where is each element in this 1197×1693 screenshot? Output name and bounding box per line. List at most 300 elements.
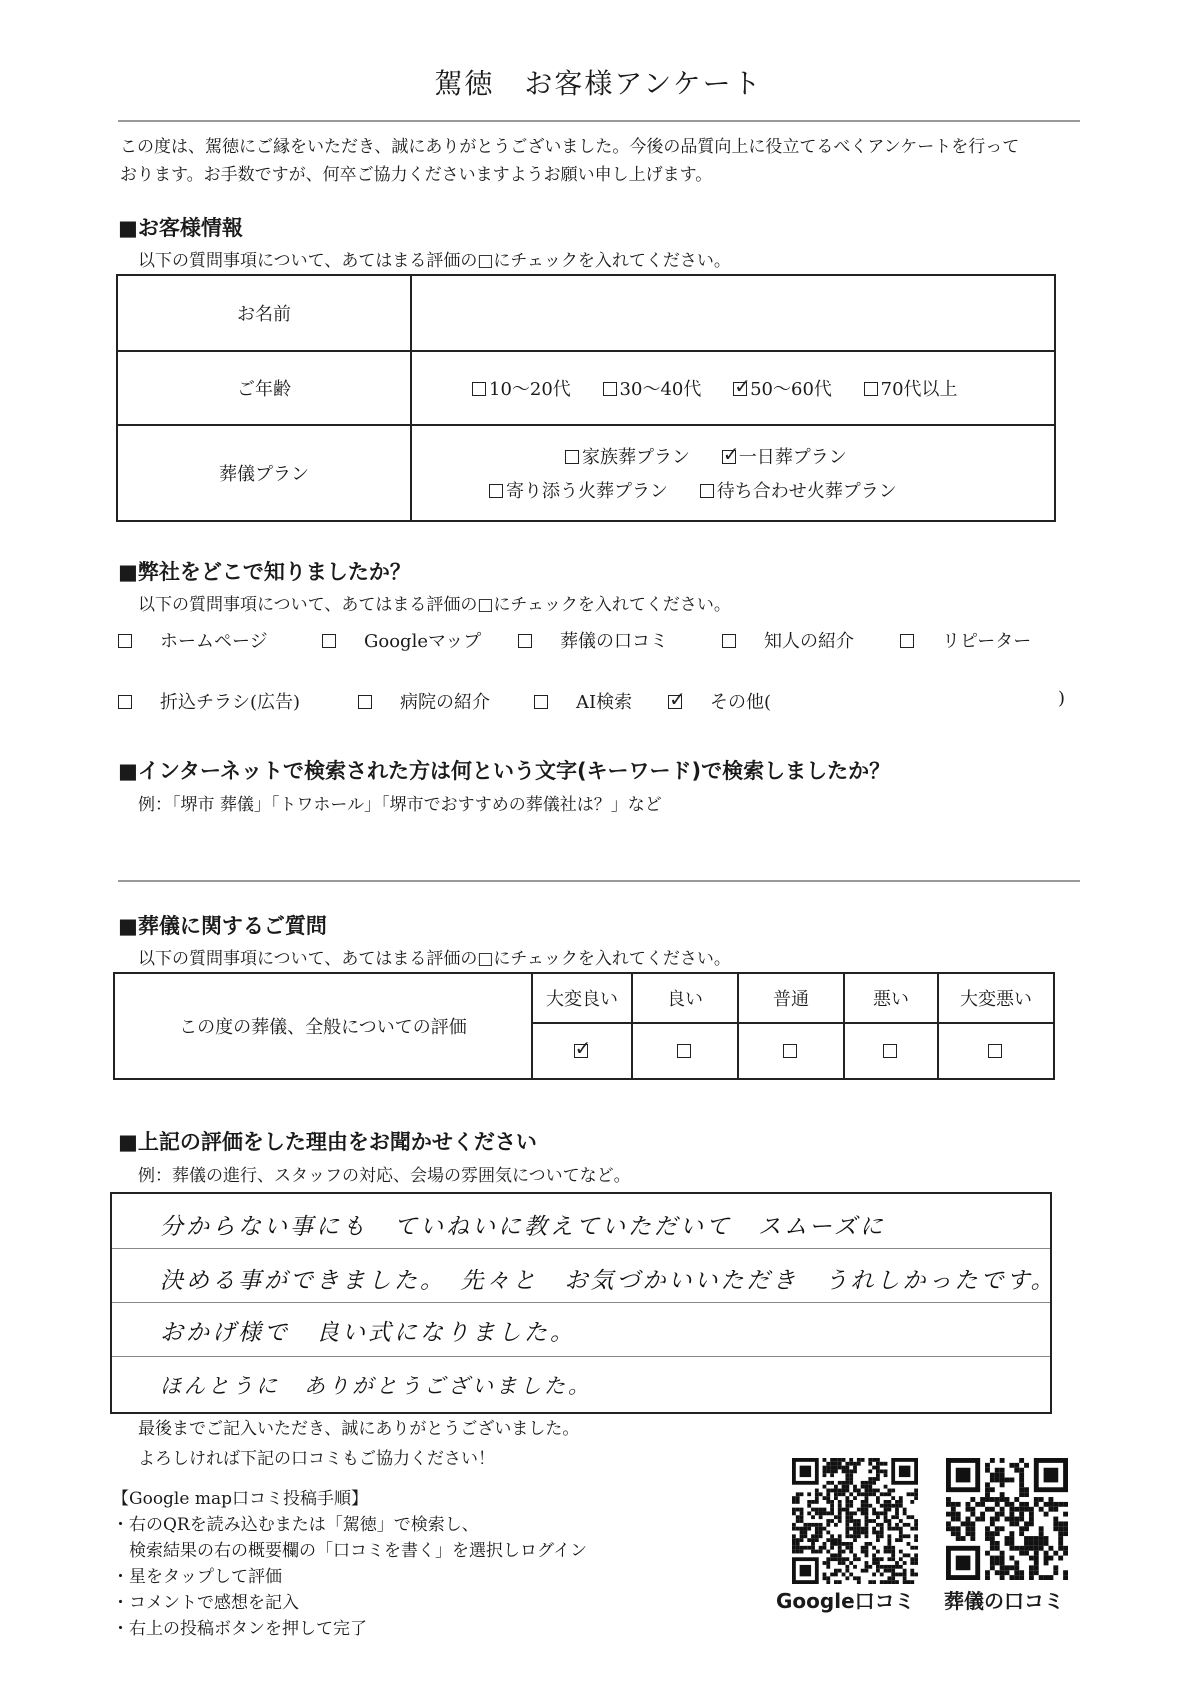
checkbox-icon[interactable]: [783, 1044, 797, 1058]
qr-module: [995, 1497, 1000, 1502]
ruled-line: [112, 1302, 1050, 1303]
checkbox-checked-icon[interactable]: [574, 1044, 588, 1058]
qr-module: [800, 1527, 804, 1531]
qr-module: [826, 1469, 830, 1473]
source-option-ai-search[interactable]: AI検索: [534, 688, 632, 714]
qr-module: [966, 1531, 971, 1536]
qr-module: [880, 1492, 884, 1496]
funeral-review-label: 葬儀の口コミ: [944, 1589, 1064, 1613]
qr-module: [849, 1515, 853, 1519]
qr-module: [796, 1542, 800, 1546]
qr-module: [838, 1489, 842, 1493]
qr-module: [903, 1523, 907, 1527]
qr-module: [823, 1576, 827, 1580]
qr-module: [876, 1534, 880, 1538]
qr-module: [1009, 1546, 1014, 1551]
qr-module: [1053, 1526, 1058, 1531]
qr-module: [903, 1561, 907, 1565]
qr-module: [990, 1521, 995, 1526]
source-option-hospital[interactable]: 病院の紹介: [358, 688, 490, 714]
qr-module: [887, 1576, 891, 1580]
qr-module: [1014, 1570, 1019, 1575]
qr-module: [834, 1515, 838, 1519]
qr-module: [985, 1531, 990, 1536]
qr-module: [1019, 1487, 1024, 1492]
qr-module: [1029, 1575, 1034, 1580]
qr-module: [1034, 1541, 1039, 1546]
qr-module: [985, 1526, 990, 1531]
qr-module: [865, 1500, 869, 1504]
qr-module: [995, 1526, 1000, 1531]
qr-module: [985, 1575, 990, 1580]
source-option-funeral-review[interactable]: 葬儀の口コミ: [518, 627, 668, 653]
plan-option-family[interactable]: 家族葬プラン: [565, 443, 690, 469]
customer-info-table: [116, 274, 1056, 522]
handwritten-line: 分からない事にも ていねいに教えていただいて スムーズに: [160, 1214, 886, 1240]
qr-module: [880, 1580, 884, 1584]
qr-module: [887, 1557, 891, 1561]
qr-module: [792, 1546, 796, 1550]
source-option-google-map[interactable]: Googleマップ: [322, 627, 481, 653]
qr-module: [842, 1481, 846, 1485]
qr-module: [1019, 1512, 1024, 1517]
qr-module: [826, 1523, 830, 1527]
qr-module: [887, 1519, 891, 1523]
qr-module: [838, 1542, 842, 1546]
rating-table: [113, 972, 1055, 1080]
plan-option-machiawase[interactable]: 待ち合わせ火葬プラン: [700, 477, 897, 503]
qr-module: [995, 1560, 1000, 1565]
qr-module: [1053, 1551, 1058, 1556]
qr-module: [826, 1531, 830, 1535]
qr-module: [910, 1527, 914, 1531]
qr-module: [826, 1481, 830, 1485]
qr-module: [899, 1538, 903, 1542]
qr-module: [956, 1512, 961, 1517]
qr-module: [815, 1492, 819, 1496]
qr-module: [946, 1497, 951, 1502]
qr-module: [1014, 1468, 1019, 1473]
source-option-other[interactable]: ✓ その他(: [668, 688, 771, 714]
funeral-review-qr-code-icon[interactable]: [946, 1458, 1068, 1580]
qr-module: [826, 1496, 830, 1500]
qr-module: [830, 1573, 834, 1577]
intro-line: おります。お手数ですが、何卒ご協力くださいますようお願い申し上げます。: [120, 165, 713, 185]
qr-module: [803, 1534, 807, 1538]
qr-module: [966, 1502, 971, 1507]
qr-module: [819, 1546, 823, 1550]
qr-module: [1039, 1536, 1044, 1541]
qr-module: [838, 1561, 842, 1565]
qr-module: [815, 1538, 819, 1542]
qr-module: [1044, 1575, 1049, 1580]
qr-module: [842, 1458, 846, 1462]
qr-module: [815, 1527, 819, 1531]
qr-module: [895, 1527, 899, 1531]
plan-label: 葬儀プラン: [117, 425, 411, 521]
qr-module: [815, 1496, 819, 1500]
qr-module: [1000, 1565, 1005, 1570]
qr-module: [1029, 1565, 1034, 1570]
qr-module: [872, 1511, 876, 1515]
intro-line: この度は、駕徳にご縁をいただき、誠にありがとうございました。今後の品質向上に役立てるべくアンケートを行って: [120, 137, 1020, 157]
age-option-30-40[interactable]: 30～40代: [603, 375, 702, 401]
keyword-example: 例：「堺市 葬儀」「トワホール」「堺市でおすすめの葬儀社は？」など: [138, 795, 662, 815]
plan-option-yorisou[interactable]: 寄り添う火葬プラン: [489, 477, 668, 503]
qr-module: [884, 1546, 888, 1550]
qr-module: [792, 1523, 796, 1527]
qr-module: [990, 1546, 995, 1551]
qr-module: [872, 1477, 876, 1481]
qr-module: [1024, 1536, 1029, 1541]
qr-module: [891, 1576, 895, 1580]
qr-module: [1024, 1463, 1029, 1468]
qr-module: [895, 1508, 899, 1512]
checkbox-icon[interactable]: [534, 695, 548, 709]
rating-header-good: 良い: [632, 973, 738, 1023]
rating-cell-very-good[interactable]: [532, 1023, 632, 1079]
qr-module: [853, 1485, 857, 1489]
qr-module: [845, 1473, 849, 1477]
qr-module: [1024, 1546, 1029, 1551]
qr-module: [1000, 1526, 1005, 1531]
qr-module: [834, 1485, 838, 1489]
qr-module: [980, 1502, 985, 1507]
qr-module: [803, 1523, 807, 1527]
qr-module: [1005, 1536, 1010, 1541]
checkbox-icon[interactable]: [883, 1044, 897, 1058]
qr-module: [966, 1507, 971, 1512]
checkbox-checked-icon[interactable]: [733, 382, 747, 396]
qr-module: [990, 1517, 995, 1522]
checkbox-icon[interactable]: [518, 634, 532, 648]
qr-module: [1000, 1492, 1005, 1497]
qr-module: [838, 1515, 842, 1519]
qr-module: [861, 1508, 865, 1512]
qr-module: [792, 1534, 796, 1538]
qr-module: [1009, 1541, 1014, 1546]
qr-module: [1009, 1463, 1014, 1468]
qr-module: [956, 1517, 961, 1522]
checkbox-icon[interactable]: [118, 695, 132, 709]
qr-module: [891, 1546, 895, 1550]
source-option-acquaintance[interactable]: 知人の紹介: [722, 627, 854, 653]
qr-module: [990, 1541, 995, 1546]
qr-module: [823, 1458, 827, 1462]
qr-module: [868, 1489, 872, 1493]
qr-module: [1034, 1497, 1039, 1502]
source-option-flyer[interactable]: 折込チラシ(広告): [118, 688, 300, 714]
qr-module: [796, 1550, 800, 1554]
qr-module: [853, 1489, 857, 1493]
how-found-heading: ■弊社をどこで知りましたか？: [118, 560, 411, 584]
age-option-10-20[interactable]: 10～20代: [472, 375, 571, 401]
qr-module: [857, 1508, 861, 1512]
qr-module: [811, 1550, 815, 1554]
qr-module: [1063, 1551, 1068, 1556]
qr-module: [1058, 1546, 1063, 1551]
qr-module: [845, 1519, 849, 1523]
qr-module: [1029, 1536, 1034, 1541]
qr-module: [845, 1485, 849, 1489]
qr-module: [853, 1496, 857, 1500]
qr-module: [861, 1569, 865, 1573]
qr-module: [865, 1508, 869, 1512]
qr-module: [1058, 1541, 1063, 1546]
qr-module: [857, 1534, 861, 1538]
qr-module: [891, 1496, 895, 1500]
page-title: 駕徳 お客様アンケート: [434, 67, 763, 100]
qr-module: [1029, 1512, 1034, 1517]
qr-module: [1014, 1497, 1019, 1502]
qr-module: [796, 1492, 800, 1496]
qr-module: [1034, 1556, 1039, 1561]
rating-cell-bad[interactable]: [844, 1023, 938, 1079]
qr-module: [800, 1546, 804, 1550]
qr-module: [887, 1546, 891, 1550]
qr-module: [853, 1557, 857, 1561]
qr-module: [876, 1477, 880, 1481]
qr-module: [1019, 1526, 1024, 1531]
qr-module: [966, 1521, 971, 1526]
qr-module: [1000, 1473, 1005, 1478]
checkbox-icon[interactable]: [700, 484, 714, 498]
qr-module: [1014, 1521, 1019, 1526]
rating-cell-good[interactable]: [632, 1023, 738, 1079]
qr-module: [826, 1550, 830, 1554]
qr-module: [838, 1511, 842, 1515]
checkbox-icon[interactable]: [565, 450, 579, 464]
rating-cell-normal[interactable]: [738, 1023, 844, 1079]
qr-module: [823, 1496, 827, 1500]
name-field[interactable]: [411, 275, 1055, 351]
qr-module: [872, 1546, 876, 1550]
qr-module: [1053, 1565, 1058, 1570]
qr-module: [865, 1542, 869, 1546]
qr-module: [819, 1550, 823, 1554]
qr-module: [1048, 1575, 1053, 1580]
plan-option-one-day[interactable]: ✓ 一日葬プラン: [722, 443, 847, 469]
qr-module: [899, 1500, 903, 1504]
qr-module: [807, 1500, 811, 1504]
qr-module: [1034, 1502, 1039, 1507]
qr-module: [1005, 1478, 1010, 1483]
keyword-answer-line[interactable]: [118, 880, 1080, 882]
qr-module: [895, 1580, 899, 1584]
qr-module: [1024, 1521, 1029, 1526]
qr-module: [1009, 1565, 1014, 1570]
qr-module: [845, 1500, 849, 1504]
qr-module: [1009, 1536, 1014, 1541]
qr-module: [970, 1526, 975, 1531]
qr-module: [868, 1462, 872, 1466]
qr-module: [891, 1569, 895, 1573]
qr-module: [845, 1481, 849, 1485]
qr-module: [838, 1481, 842, 1485]
qr-module: [842, 1573, 846, 1577]
qr-module: [868, 1542, 872, 1546]
qr-module: [834, 1580, 838, 1584]
qr-module: [1044, 1556, 1049, 1561]
qr-module: [807, 1504, 811, 1508]
qr-module: [876, 1469, 880, 1473]
qr-module: [995, 1556, 1000, 1561]
qr-module: [1048, 1556, 1053, 1561]
qr-module: [834, 1492, 838, 1496]
qr-module: [830, 1462, 834, 1466]
qr-module: [865, 1531, 869, 1535]
qr-module: [796, 1496, 800, 1500]
age-option-70-plus[interactable]: 70代以上: [864, 375, 958, 401]
qr-module: [1019, 1517, 1024, 1522]
qr-module: [1034, 1536, 1039, 1541]
qr-module: [838, 1458, 842, 1462]
qr-module: [792, 1542, 796, 1546]
qr-module: [823, 1469, 827, 1473]
rating-header-very-good: 大変良い: [532, 973, 632, 1023]
checkbox-icon[interactable]: [358, 695, 372, 709]
qr-module: [1019, 1531, 1024, 1536]
qr-module: [1053, 1507, 1058, 1512]
qr-module: [1063, 1531, 1068, 1536]
qr-module: [849, 1504, 853, 1508]
qr-module: [826, 1565, 830, 1569]
qr-module: [800, 1511, 804, 1515]
qr-module: [1024, 1492, 1029, 1497]
qr-module: [845, 1557, 849, 1561]
qr-module: [995, 1473, 1000, 1478]
qr-module: [914, 1546, 918, 1550]
qr-module: [849, 1542, 853, 1546]
qr-finder-pattern: [1044, 1468, 1059, 1483]
qr-module: [1009, 1507, 1014, 1512]
qr-module: [903, 1511, 907, 1515]
checkbox-checked-icon[interactable]: [668, 695, 682, 709]
qr-module: [823, 1546, 827, 1550]
qr-module: [995, 1531, 1000, 1536]
google-steps: [112, 1486, 587, 1642]
checkbox-icon[interactable]: [677, 1044, 691, 1058]
checkbox-icon[interactable]: [472, 382, 486, 396]
qr-module: [1000, 1497, 1005, 1502]
qr-module: [838, 1550, 842, 1554]
qr-module: [1000, 1458, 1005, 1463]
checkbox-icon[interactable]: [489, 484, 503, 498]
qr-module: [1019, 1492, 1024, 1497]
qr-module: [899, 1531, 903, 1535]
qr-module: [880, 1527, 884, 1531]
qr-module: [830, 1500, 834, 1504]
qr-module: [815, 1511, 819, 1515]
qr-module: [1044, 1536, 1049, 1541]
qr-module: [946, 1521, 951, 1526]
qr-module: [845, 1534, 849, 1538]
qr-module: [891, 1553, 895, 1557]
qr-module: [823, 1573, 827, 1577]
qr-module: [826, 1511, 830, 1515]
qr-module: [1024, 1541, 1029, 1546]
qr-module: [1044, 1512, 1049, 1517]
qr-module: [819, 1534, 823, 1538]
qr-module: [966, 1517, 971, 1522]
qr-module: [872, 1531, 876, 1535]
qr-module: [811, 1515, 815, 1519]
source-option-homepage[interactable]: ホームページ: [118, 627, 268, 653]
qr-module: [907, 1542, 911, 1546]
qr-module: [910, 1580, 914, 1584]
checkbox-icon[interactable]: [988, 1044, 1002, 1058]
rating-header-normal: 普通: [738, 973, 844, 1023]
qr-module: [1044, 1560, 1049, 1565]
qr-module: [1000, 1556, 1005, 1561]
qr-module: [845, 1508, 849, 1512]
qr-module: [857, 1527, 861, 1531]
checkbox-icon[interactable]: [322, 634, 336, 648]
qr-module: [956, 1536, 961, 1541]
qr-module: [796, 1508, 800, 1512]
qr-module: [1034, 1551, 1039, 1556]
qr-module: [1019, 1458, 1024, 1463]
ruled-line: [112, 1248, 1050, 1249]
age-option-50-60[interactable]: ✓ 50～60代: [733, 375, 832, 401]
qr-module: [899, 1496, 903, 1500]
qr-module: [845, 1477, 849, 1481]
qr-module: [884, 1569, 888, 1573]
checkbox-icon[interactable]: [900, 634, 914, 648]
qr-module: [876, 1538, 880, 1542]
qr-module: [1005, 1517, 1010, 1522]
qr-module: [1019, 1468, 1024, 1473]
reason-heading: ■上記の評価をした理由をお聞かせください: [118, 1130, 537, 1154]
qr-module: [811, 1523, 815, 1527]
qr-module: [872, 1458, 876, 1462]
qr-module: [834, 1569, 838, 1573]
qr-module: [792, 1538, 796, 1542]
qr-module: [823, 1466, 827, 1470]
qr-module: [951, 1507, 956, 1512]
qr-module: [914, 1561, 918, 1565]
qr-module: [1009, 1521, 1014, 1526]
qr-module: [849, 1462, 853, 1466]
checkbox-icon[interactable]: [603, 382, 617, 396]
qr-module: [807, 1538, 811, 1542]
qr-module: [880, 1565, 884, 1569]
checkbox-checked-icon[interactable]: [722, 450, 736, 464]
qr-module: [895, 1511, 899, 1515]
qr-module: [1034, 1565, 1039, 1570]
rating-cell-very-bad[interactable]: [938, 1023, 1054, 1079]
qr-module: [838, 1519, 842, 1523]
qr-module: [895, 1561, 899, 1565]
qr-module: [887, 1565, 891, 1569]
qr-module: [951, 1531, 956, 1536]
qr-module: [990, 1497, 995, 1502]
qr-module: [985, 1497, 990, 1502]
source-option-repeater[interactable]: リピーター: [900, 627, 1031, 653]
checkbox-icon[interactable]: [722, 634, 736, 648]
qr-module: [899, 1565, 903, 1569]
qr-module: [830, 1466, 834, 1470]
qr-module: [865, 1504, 869, 1508]
qr-module: [849, 1511, 853, 1515]
google-review-qr-code-icon[interactable]: [792, 1458, 918, 1584]
qr-module: [842, 1485, 846, 1489]
qr-module: [845, 1496, 849, 1500]
checkbox-icon[interactable]: [864, 382, 878, 396]
qr-module: [1019, 1482, 1024, 1487]
checkbox-icon[interactable]: [118, 634, 132, 648]
qr-module: [826, 1519, 830, 1523]
